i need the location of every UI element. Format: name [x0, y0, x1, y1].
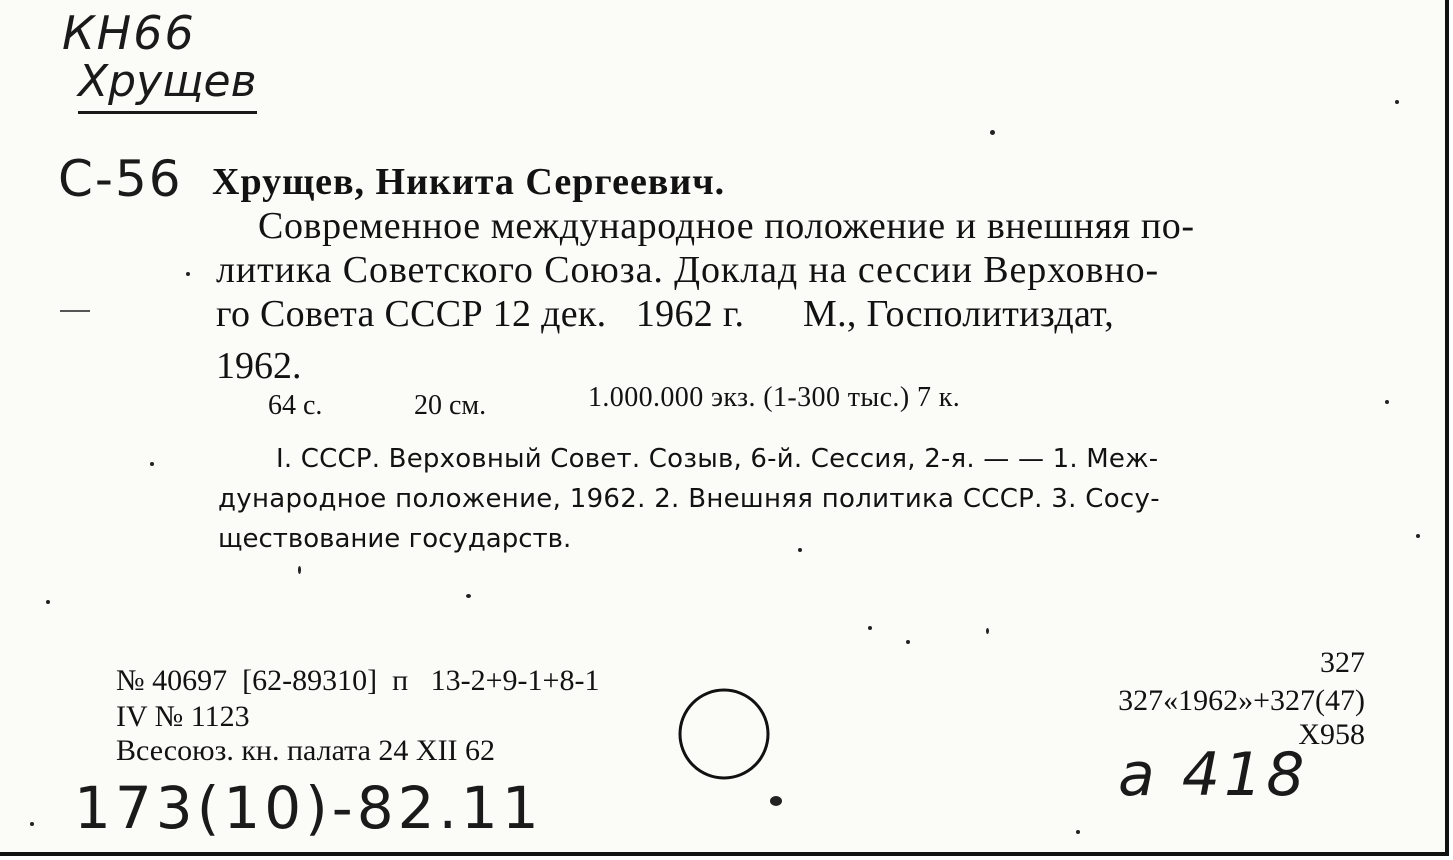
- author-heading: Хрущев, Никита Сергеевич.: [212, 161, 726, 203]
- subjects-line-1: I. СССР. Верховный Совет. Созыв, 6-й. Сессия, 2-я. — — 1. Меж-: [276, 444, 1159, 474]
- scan-speck: [990, 130, 995, 135]
- scan-speck: [1385, 400, 1389, 404]
- title-line-1: Современное международное положение и внешняя по-: [258, 205, 1195, 247]
- scan-speck: [1076, 830, 1080, 834]
- footer-left-line-3: Всесоюз. кн. палата 24 XII 62: [116, 734, 496, 767]
- title-line-3: го Совета СССР 12 дек. 1962 г. М., Госполитиздат,: [216, 293, 1115, 335]
- handwritten-bottom-left: 173(10)-82.11: [74, 774, 543, 842]
- scan-speck: [60, 310, 90, 312]
- collation-size: 20 см.: [414, 390, 487, 421]
- scan-speck: [466, 594, 471, 598]
- collation-pages: 64 с.: [268, 390, 323, 421]
- footer-right-line-3: Х958: [1298, 718, 1365, 751]
- footer-right-line-2: 327«1962»+327(47): [1118, 684, 1365, 717]
- handwritten-class-mark: С-56: [58, 150, 183, 208]
- scan-speck: [1395, 100, 1399, 104]
- scan-speck: [30, 822, 34, 826]
- scan-speck: [906, 640, 910, 644]
- scan-speck: [770, 796, 782, 806]
- scan-speck: [798, 548, 802, 552]
- footer-left-line-1: № 40697 [62-89310] п 13-2+9-1+8-1: [116, 664, 600, 697]
- handwritten-surname: Хрущев: [78, 56, 257, 114]
- scan-speck: [186, 272, 190, 276]
- subjects-line-2: дународное положение, 1962. 2. Внешняя политика СССР. 3. Сосу-: [218, 484, 1160, 514]
- subjects-line-3: ществование государств.: [218, 524, 572, 554]
- scan-speck: [298, 566, 301, 574]
- scan-speck: [868, 626, 872, 630]
- scan-speck: [986, 628, 989, 634]
- title-line-2: литика Советского Союза. Доклад на сессии Верховно-: [216, 249, 1160, 291]
- scan-speck: [150, 462, 154, 466]
- title-line-4: 1962.: [216, 345, 302, 387]
- handwritten-code: КН66: [62, 6, 196, 60]
- scan-speck: [1416, 534, 1420, 538]
- collation-print-run: 1.000.000 экз. (1-300 тыс.) 7 к.: [588, 382, 961, 413]
- footer-left-line-2: IV № 1123: [116, 700, 250, 733]
- stamp-circle: [676, 686, 776, 786]
- handwritten-bottom-right: а 418: [1118, 740, 1309, 810]
- scan-speck: [46, 600, 50, 604]
- footer-right-line-1: 327: [1320, 646, 1365, 679]
